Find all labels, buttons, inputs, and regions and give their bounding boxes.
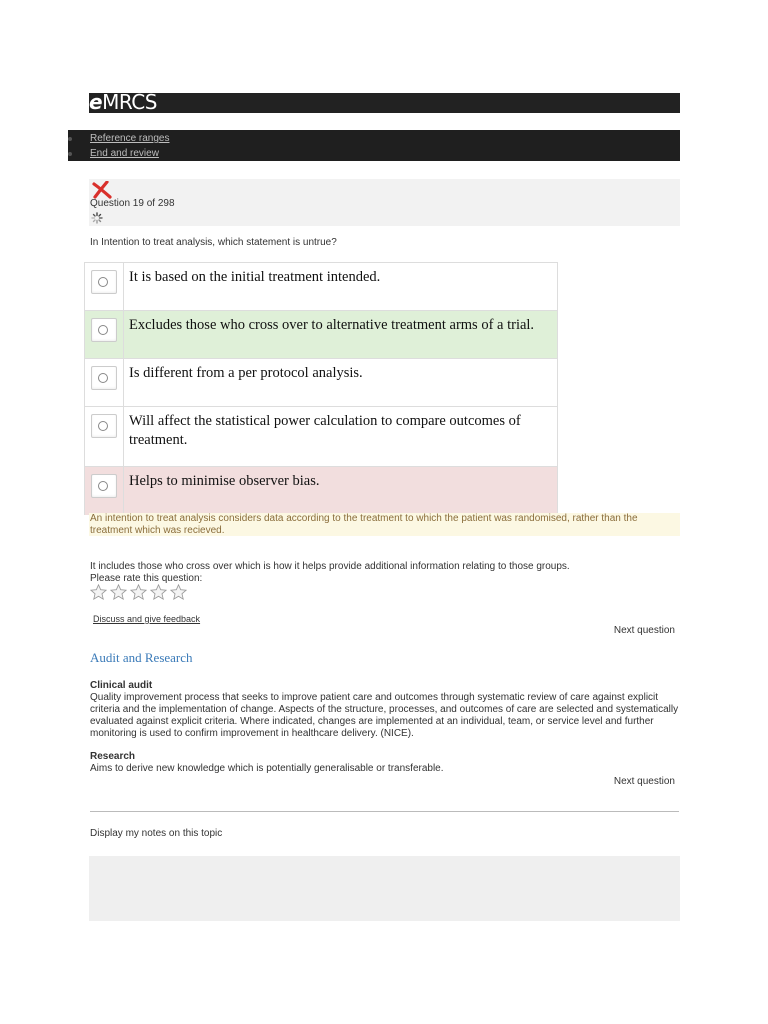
next-question-button[interactable]: Next question — [613, 625, 675, 636]
section-heading: Clinical audit — [90, 680, 153, 691]
wrong-cross-icon — [92, 181, 112, 199]
nav-bar — [68, 130, 680, 161]
header-logo-bar — [89, 90, 680, 114]
radio-button[interactable] — [91, 414, 117, 438]
emrcs-logo[interactable]: eMRCS — [89, 90, 157, 114]
question-counter: Question 19 of 298 — [90, 198, 175, 209]
question-stem: In Intention to treat analysis, which statement is untrue? — [90, 237, 337, 248]
divider — [90, 811, 679, 812]
notes-section-research — [90, 751, 680, 775]
star-icon[interactable] — [130, 584, 147, 600]
rate-prompt: Please rate this question: — [90, 573, 203, 584]
section-body: Aims to derive new knowledge which is potentially generalisable or transferable. — [90, 763, 444, 774]
explanation-box — [89, 513, 680, 536]
nav-link-reference-ranges[interactable]: Reference ranges — [90, 133, 170, 144]
radio-button[interactable] — [91, 318, 117, 342]
followup-text: It includes those who cross over which is how it helps provide additional information relating to those groups. — [90, 561, 570, 572]
star-icon[interactable] — [150, 584, 167, 600]
next-question-button-bottom[interactable]: Next question — [613, 776, 675, 787]
answer-text: It is based on the initial treatment intended. — [129, 269, 381, 285]
answer-text: Helps to minimise observer bias. — [129, 473, 320, 489]
answer-option-1[interactable] — [85, 263, 557, 311]
notes-section-clinical-audit — [90, 680, 680, 740]
discuss-feedback-link[interactable]: Discuss and give feedback — [93, 614, 201, 624]
answer-list — [84, 262, 558, 515]
star-icon[interactable] — [170, 584, 187, 600]
nav-link-end-and-review[interactable]: End and review — [90, 148, 159, 159]
topic-title: Audit and Research — [90, 650, 193, 665]
answer-option-5[interactable] — [85, 467, 557, 515]
star-icon[interactable] — [90, 584, 107, 600]
bullet-icon — [68, 152, 72, 156]
answer-text: Will affect the statistical power calculation to compare outcomes of treatment. — [129, 413, 521, 448]
rating-stars — [90, 584, 187, 600]
explanation-text-line-2: treatment which was recieved. — [90, 525, 225, 536]
answer-option-2[interactable] — [85, 311, 557, 359]
question-header — [89, 179, 680, 226]
radio-button[interactable] — [91, 474, 117, 498]
explanation-text-line-1: An intention to treat analysis considers data according to the treatment to which the patient was randomised, rather than the — [90, 513, 638, 524]
radio-button[interactable] — [91, 270, 117, 294]
answer-option-4[interactable] — [85, 407, 557, 467]
loading-spinner-icon — [91, 212, 103, 224]
bullet-icon — [68, 137, 72, 141]
radio-button[interactable] — [91, 366, 117, 390]
answer-text: Excludes those who cross over to alternative treatment arms of a trial. — [129, 317, 535, 333]
section-heading: Research — [90, 751, 136, 762]
answer-text: Is different from a per protocol analysis. — [129, 365, 363, 381]
notes-textarea[interactable] — [89, 856, 680, 921]
display-notes-link[interactable]: Display my notes on this topic — [90, 828, 223, 839]
answer-option-3[interactable] — [85, 359, 557, 407]
star-icon[interactable] — [110, 584, 127, 600]
section-body: Quality improvement process that seeks to improve patient care and outcomes through systematic review of care against explicit criteria and the implementation of change. Aspects of the structure, processes, and outcomes of care are selected and systematically evaluated against explicit criteria. Where indicated, changes are implemented at an individual, team, or service level and further monitoring is used to confirm improvement in healthcare delivery. (NICE). — [90, 692, 679, 739]
